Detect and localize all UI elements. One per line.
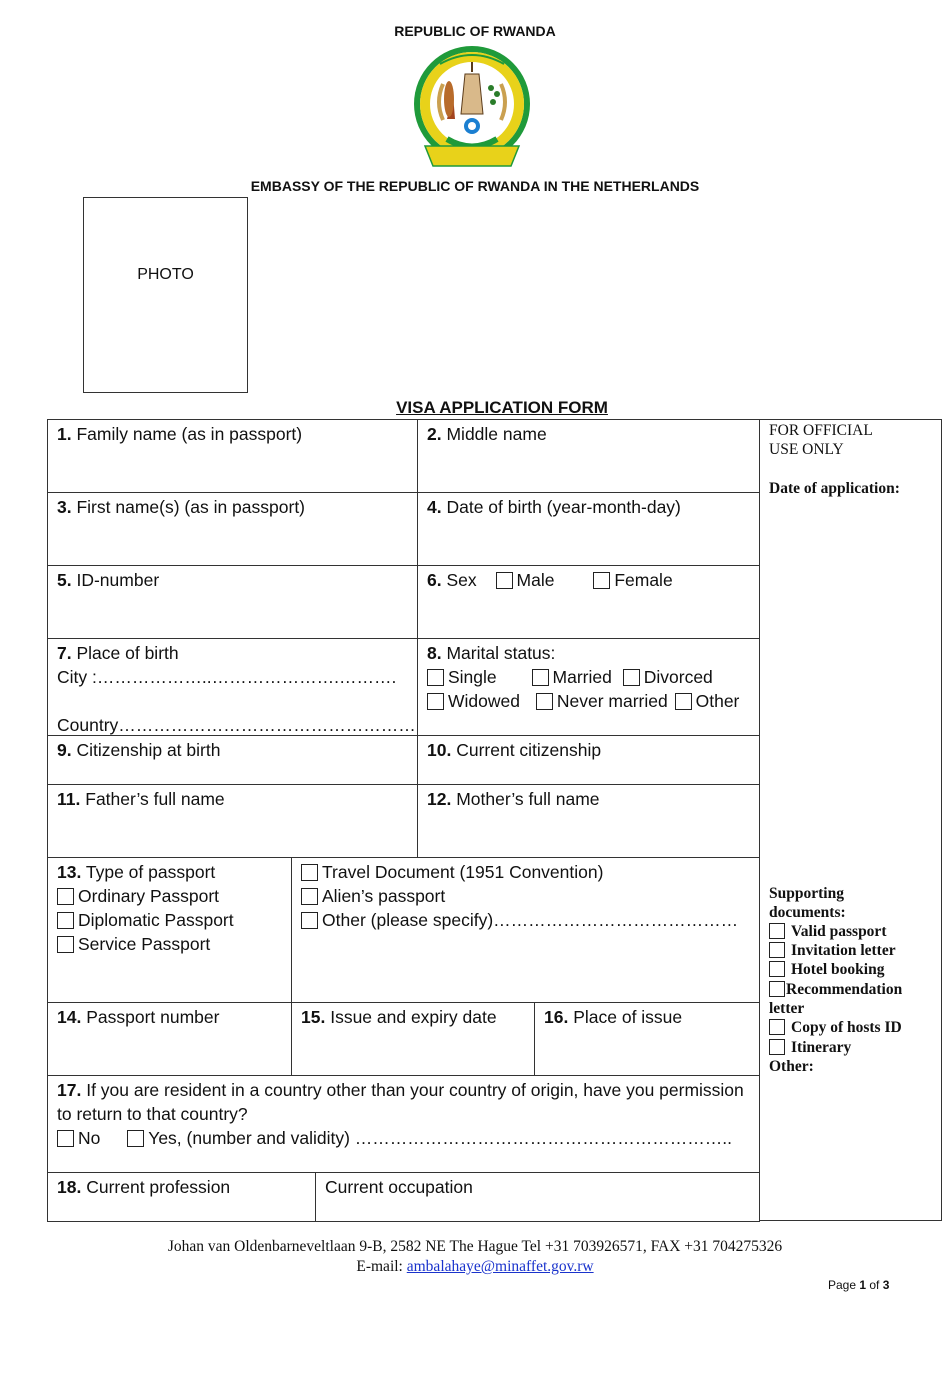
page-number: Page 1 of 3	[828, 1278, 890, 1292]
marital-status-field	[417, 638, 760, 736]
official-use-panel	[759, 419, 942, 1221]
travel-document-checkbox[interactable]	[301, 864, 318, 881]
option-label: Diplomatic Passport	[78, 910, 234, 930]
option-label: Other (please specify)……………………………………	[322, 910, 739, 930]
place-of-issue-field[interactable]	[534, 1002, 760, 1076]
doc-item: Valid passport	[769, 922, 886, 941]
widowed-checkbox[interactable]	[427, 693, 444, 710]
embassy-address: Johan van Oldenbarneveltlaan 9-B, 2582 NE The Hague Tel +31 703926571, FAX +31 704275326	[167, 1238, 783, 1255]
field-label: If you are resident in a country other than your country of origin, have you permission to return to that country?	[57, 1080, 744, 1124]
first-name-field[interactable]	[47, 492, 418, 566]
supporting-label-1: Supporting	[769, 885, 844, 902]
doc-item: Recommendation	[769, 980, 902, 999]
option-label: Widowed	[448, 691, 520, 711]
official-title-1: FOR OFFICIAL	[769, 422, 873, 439]
option-label: Female	[614, 570, 673, 590]
field-label: Type of passport	[85, 862, 216, 882]
other-passport-checkbox[interactable]	[301, 912, 318, 929]
field-label: Father’s full name	[85, 789, 225, 809]
date-of-birth-field[interactable]	[417, 492, 760, 566]
doc-checkbox[interactable]	[769, 961, 785, 977]
field-label: ID-number	[76, 570, 160, 590]
passport-number-field[interactable]	[47, 1002, 292, 1076]
residence-permission-field	[47, 1075, 760, 1173]
citizenship-at-birth-field[interactable]	[47, 735, 418, 785]
option-label: Alien’s passport	[322, 886, 446, 906]
current-profession-field[interactable]	[47, 1172, 316, 1222]
field-number: 6.	[427, 570, 442, 590]
doc-item: Itinerary	[769, 1038, 851, 1057]
current-occupation-field[interactable]	[315, 1172, 760, 1222]
doc-checkbox[interactable]	[769, 1019, 785, 1035]
field-label: Current occupation	[325, 1177, 473, 1197]
option-label: Married	[552, 667, 612, 687]
passport-type-field	[47, 857, 292, 1003]
field-number: 14.	[57, 1007, 82, 1027]
country-line[interactable]: Country……………………………………………	[57, 715, 416, 735]
service-passport-checkbox[interactable]	[57, 936, 74, 953]
sex-field	[417, 565, 760, 639]
option-label: Ordinary Passport	[78, 886, 220, 906]
doc-item: Hotel booking	[769, 960, 884, 979]
field-label: Sex	[446, 570, 477, 590]
field-number: 9.	[57, 740, 72, 760]
field-number: 15.	[301, 1007, 326, 1027]
field-label: Middle name	[446, 424, 547, 444]
field-label: Place of issue	[573, 1007, 683, 1027]
option-label: No	[78, 1128, 101, 1148]
passport-type-other-field	[291, 857, 760, 1003]
field-label: Family name (as in passport)	[76, 424, 303, 444]
ordinary-passport-checkbox[interactable]	[57, 888, 74, 905]
field-number: 4.	[427, 497, 442, 517]
aliens-passport-checkbox[interactable]	[301, 888, 318, 905]
option-label: Divorced	[643, 667, 713, 687]
field-label: Marital status:	[446, 643, 556, 663]
mother-name-field[interactable]	[417, 784, 760, 858]
field-label: Citizenship at birth	[76, 740, 221, 760]
doc-item-continuation: letter	[769, 1000, 805, 1017]
place-of-birth-field	[47, 638, 418, 736]
yes-checkbox[interactable]	[127, 1130, 144, 1147]
field-number: 13.	[57, 862, 82, 882]
option-label: Never married	[556, 691, 668, 711]
doc-checkbox[interactable]	[769, 942, 785, 958]
issue-expiry-date-field[interactable]	[291, 1002, 535, 1076]
option-label: Other	[695, 691, 740, 711]
city-line[interactable]: City :………………..………………….……….	[57, 667, 397, 687]
field-label: Place of birth	[76, 643, 179, 663]
doc-item: Copy of hosts ID	[769, 1018, 902, 1037]
field-number: 11.	[57, 789, 81, 809]
divorced-checkbox[interactable]	[623, 669, 640, 686]
current-citizenship-field[interactable]	[417, 735, 760, 785]
field-label: First name(s) (as in passport)	[76, 497, 306, 517]
option-label: Yes, (number and validity) ………………………………………………………..	[148, 1128, 733, 1148]
official-title-2: USE ONLY	[769, 441, 844, 458]
doc-item: Invitation letter	[769, 941, 896, 960]
country-title: REPUBLIC OF RWANDA	[394, 23, 556, 39]
photo-box[interactable]	[83, 197, 248, 393]
doc-checkbox[interactable]	[769, 981, 785, 997]
doc-checkbox[interactable]	[769, 923, 785, 939]
field-label: Mother’s full name	[456, 789, 600, 809]
footer	[0, 1237, 950, 1277]
email-label: E-mail:	[356, 1258, 407, 1275]
field-number: 16.	[544, 1007, 569, 1027]
field-number: 2.	[427, 424, 442, 444]
field-number: 3.	[57, 497, 72, 517]
no-checkbox[interactable]	[57, 1130, 74, 1147]
option-label: Single	[448, 667, 497, 687]
email-link[interactable]: ambalahaye@minaffet.gov.rw	[406, 1258, 594, 1275]
date-of-application-label: Date of application:	[769, 480, 900, 497]
embassy-title: EMBASSY OF THE REPUBLIC OF RWANDA IN THE NETHERLANDS	[250, 178, 700, 194]
field-label: Passport number	[86, 1007, 220, 1027]
married-checkbox[interactable]	[532, 669, 549, 686]
male-checkbox[interactable]	[496, 572, 513, 589]
coat-of-arms-icon	[405, 44, 541, 174]
field-label: Issue and expiry date	[330, 1007, 497, 1027]
father-name-field[interactable]	[47, 784, 418, 858]
field-number: 12.	[427, 789, 452, 809]
option-label: Male	[516, 570, 555, 590]
field-number: 7.	[57, 643, 72, 663]
option-label: Service Passport	[78, 934, 211, 954]
other-docs-label: Other:	[769, 1058, 814, 1075]
never-married-checkbox[interactable]	[536, 693, 553, 710]
field-number: 18.	[57, 1177, 82, 1197]
family-name-field[interactable]	[47, 419, 418, 493]
other-status-checkbox[interactable]	[675, 693, 692, 710]
single-checkbox[interactable]	[427, 669, 444, 686]
supporting-label-2: documents:	[769, 904, 846, 921]
option-label: Travel Document (1951 Convention)	[322, 862, 604, 882]
field-number: 5.	[57, 570, 72, 590]
field-number: 10.	[427, 740, 452, 760]
female-checkbox[interactable]	[593, 572, 610, 589]
field-label: Current profession	[86, 1177, 231, 1197]
form-title: VISA APPLICATION FORM	[396, 398, 608, 417]
field-number: 17.	[57, 1080, 82, 1100]
field-label: Date of birth (year-month-day)	[446, 497, 681, 517]
middle-name-field[interactable]	[417, 419, 760, 493]
diplomatic-passport-checkbox[interactable]	[57, 912, 74, 929]
photo-label: PHOTO	[137, 266, 194, 283]
field-number: 8.	[427, 643, 442, 663]
id-number-field[interactable]	[47, 565, 418, 639]
field-label: Current citizenship	[456, 740, 602, 760]
field-number: 1.	[57, 424, 72, 444]
doc-checkbox[interactable]	[769, 1039, 785, 1055]
